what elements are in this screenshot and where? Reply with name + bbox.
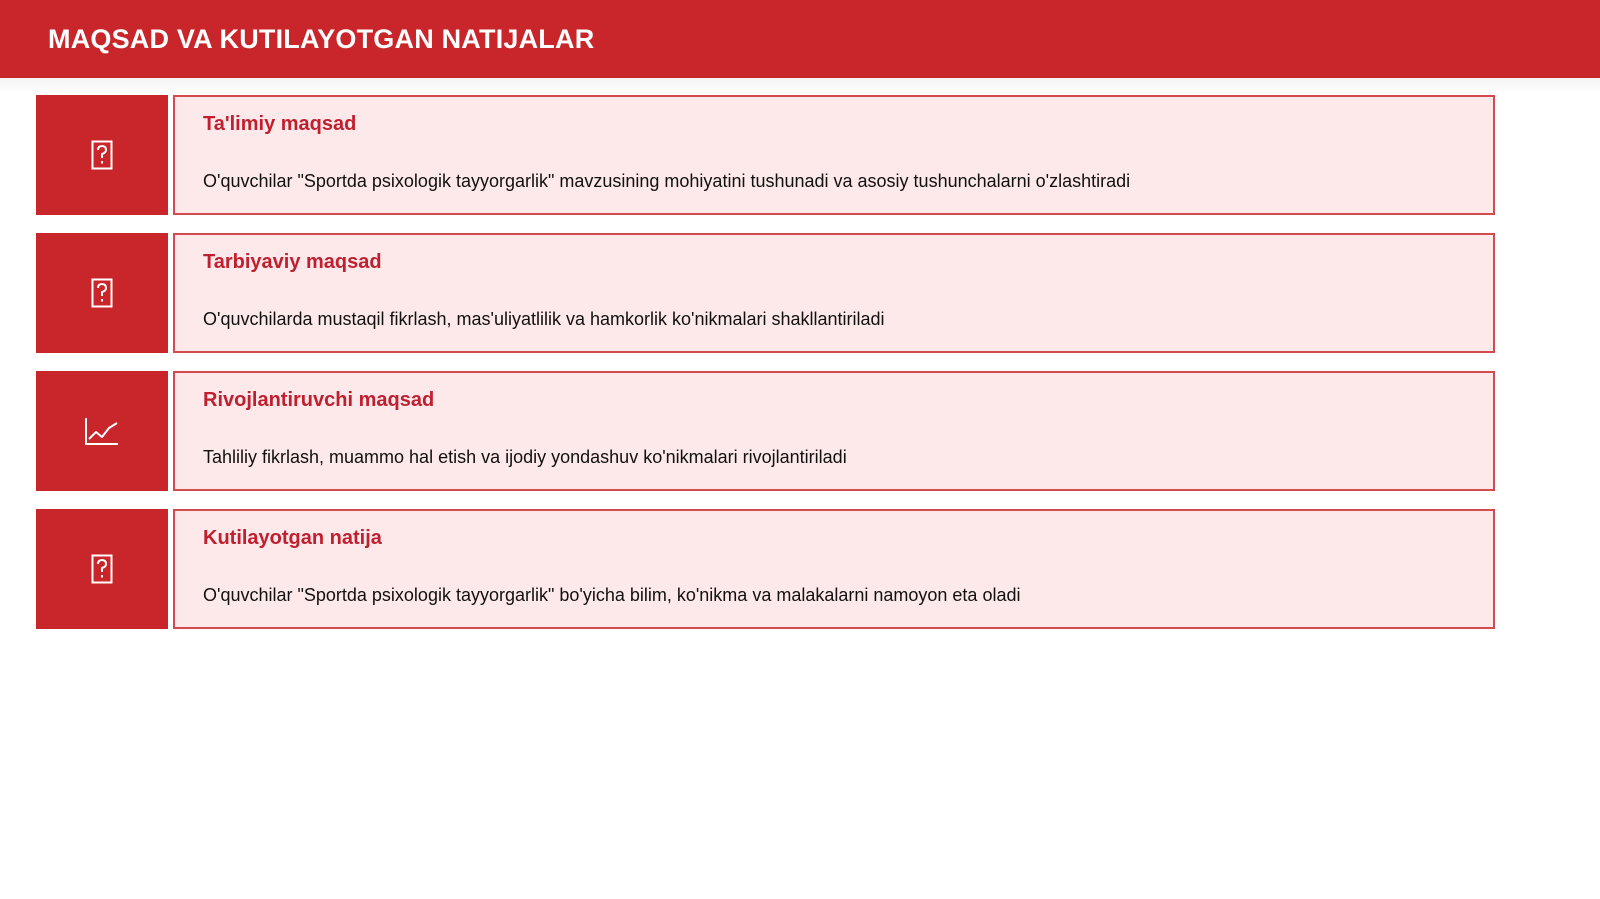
header-bar [0,0,1600,78]
card-text: O'quvchilarda mustaqil fikrlash, mas'uliyatlilik va hamkorlik ko'nikmalari shakllantiriladi [203,309,885,329]
card-text: Tahliliy fikrlash, muammo hal etish va ijodiy yondashuv ko'nikmalari rivojlantiriladi [203,447,847,467]
objective-card [173,233,1495,353]
card-text: O'quvchilar "Sportda psixologik tayyorgarlik" bo'yicha bilim, ko'nikma va malakalarni namoyon eta oladi [203,585,1021,605]
objective-card [173,509,1495,629]
card-title: Kutilayotgan natija [203,527,382,549]
objective-row [36,509,1495,629]
objective-card [173,95,1495,215]
missing-glyph-icon [91,554,113,584]
card-text: O'quvchilar "Sportda psixologik tayyorgarlik" mavzusining mohiyatini tushunadi va asosiy tushunchalarni o'zlashtiradi [203,171,1131,191]
card-title: Rivojlantiruvchi maqsad [203,389,435,411]
icon-box [36,371,168,491]
objective-row [36,95,1495,215]
objective-row [36,371,1495,491]
icon-box [36,509,168,629]
icon-box [36,95,168,215]
icon-box [36,233,168,353]
header-shadow [0,78,1600,94]
objective-row [36,233,1495,353]
card-title: Ta'limiy maqsad [203,113,357,135]
missing-glyph-icon [91,278,113,308]
page-title: MAQSAD VA KUTILAYOTGAN NATIJALAR [48,24,595,54]
line-chart-icon [84,416,120,446]
missing-glyph-icon [91,140,113,170]
card-title: Tarbiyaviy maqsad [203,251,382,273]
objective-card [173,371,1495,491]
